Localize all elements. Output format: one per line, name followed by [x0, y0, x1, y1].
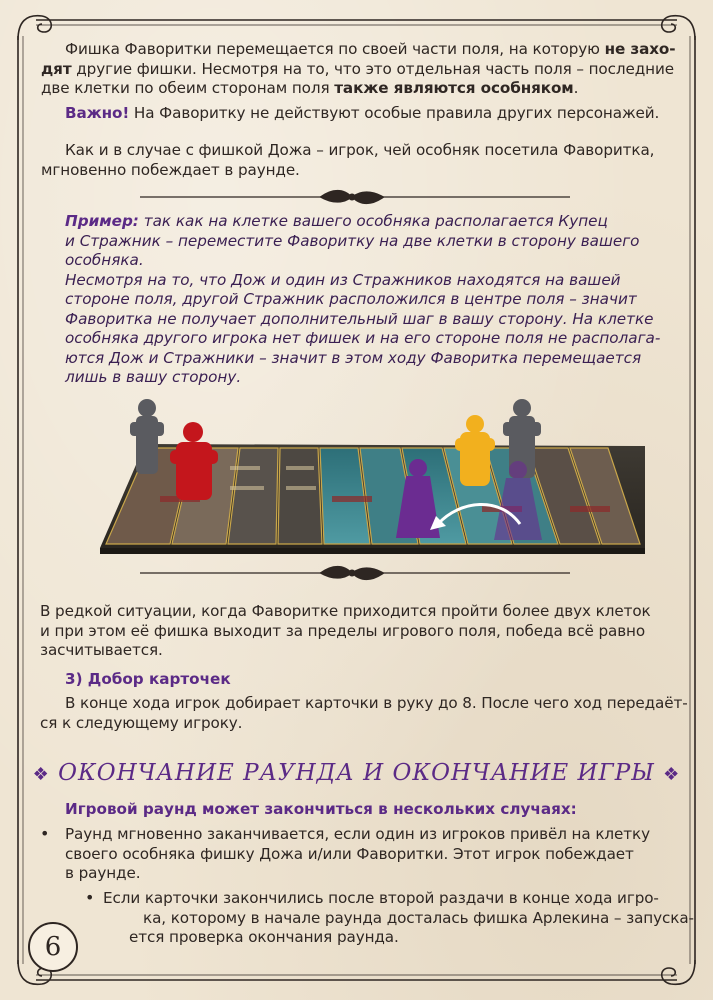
bullet-line: ется проверка окончания раунда.	[129, 928, 399, 946]
section-heading-title: ОКОНЧАНИЕ РАУНДА И ОКОНЧАНИЕ ИГРЫ	[58, 760, 655, 786]
bullet-line: Раунд мгновенно заканчивается, если один из игроков привёл на клетку	[65, 825, 650, 843]
intro-text: .	[573, 79, 579, 97]
doge-note	[41, 141, 655, 180]
example-label: Пример:	[65, 212, 139, 230]
rare-line: В редкой ситуации, когда Фаворитке приходится пройти более двух клеток	[40, 602, 651, 620]
example-line: ются Дож и Стражники – значит в этом ходу Фаворитка перемещается	[65, 348, 642, 367]
yellow-meeple	[455, 415, 495, 486]
important-note	[65, 104, 659, 124]
round-end-bullet-2	[103, 889, 694, 948]
board-tile	[278, 448, 322, 544]
round-end-bullet-1	[65, 825, 650, 884]
section-heading	[0, 760, 713, 786]
bullet-line: своего особняка фишку Дожа и/или Фаворитки. Этот игрок побеждает	[65, 844, 634, 863]
game-board-illustration	[100, 396, 645, 556]
example-line: стороне поля, другой Стражник расположился в центре поля – значит	[65, 290, 637, 308]
doge-note-line: мгновенно побеждает в раунде.	[41, 160, 300, 179]
bullet-marker: •	[85, 888, 95, 907]
example-block	[65, 212, 660, 388]
example-line: особняка другого игрока нет фишек и на его стороне поля не располага-	[65, 329, 661, 347]
page-number: 6	[28, 922, 78, 972]
board-svg	[100, 396, 645, 556]
doge-note-line: Как и в случае с фишкой Дожа – игрок, чей особняк посетила Фаворитка,	[65, 141, 655, 159]
example-line: так как на клетке вашего особняка располагается Купец	[138, 212, 608, 230]
draw-cards-paragraph	[40, 694, 688, 733]
draw-line: ся к следующему игроку.	[40, 713, 243, 732]
intro-text: две клетки по обеим сторонам поля	[41, 79, 335, 97]
draw-cards-title: 3) Добор карточек	[65, 670, 231, 688]
heading-ornament-right: ❖	[663, 764, 681, 785]
rare-situation-paragraph	[40, 602, 651, 661]
bullet-line: ка, которому в начале раунда досталась фишка Арлекина – запуска-	[143, 908, 694, 927]
example-line: Фаворитка не получает дополнительный шаг в вашу сторону. На клетке	[65, 309, 654, 328]
red-meeple	[170, 422, 218, 500]
round-end-subtitle: Игровой раунд может закончиться в нескольких случаях:	[65, 800, 577, 818]
rare-line: и при этом её фишка выходит за пределы игрового поля, победа всё равно	[40, 621, 646, 640]
draw-line: В конце хода игрок добирает карточки в руку до 8. После чего ход передаёт-	[65, 694, 688, 712]
example-line: Несмотря на то, что Дож и один из Стражников находятся на вашей	[65, 270, 621, 289]
intro-bold: не захо-	[604, 40, 676, 58]
example-line: лишь в вашу сторону.	[65, 368, 242, 386]
intro-bold: также являются особняком	[334, 79, 574, 97]
heading-ornament-left: ❖	[32, 764, 50, 785]
important-text: На Фаворитку не действуют особые правила других персонажей.	[129, 104, 660, 122]
intro-bold: дят	[41, 59, 72, 78]
bullet-marker: •	[40, 824, 50, 843]
intro-text: другие фишки. Несмотря на то, что это отдельная часть поля – последние	[71, 59, 674, 78]
important-label: Важно!	[65, 104, 130, 122]
intro-paragraph	[41, 40, 676, 99]
intro-text: Фишка Фаворитки перемещается по своей части поля, на которую	[65, 40, 605, 58]
example-line: особняка.	[65, 251, 144, 269]
rare-line: засчитывается.	[40, 641, 163, 659]
bullet-line: в раунде.	[65, 864, 141, 882]
example-line: и Стражник – переместите Фаворитку на две клетки в сторону вашего	[65, 231, 640, 250]
bullet-line: Если карточки закончились после второй раздачи в конце хода игро-	[103, 889, 659, 907]
